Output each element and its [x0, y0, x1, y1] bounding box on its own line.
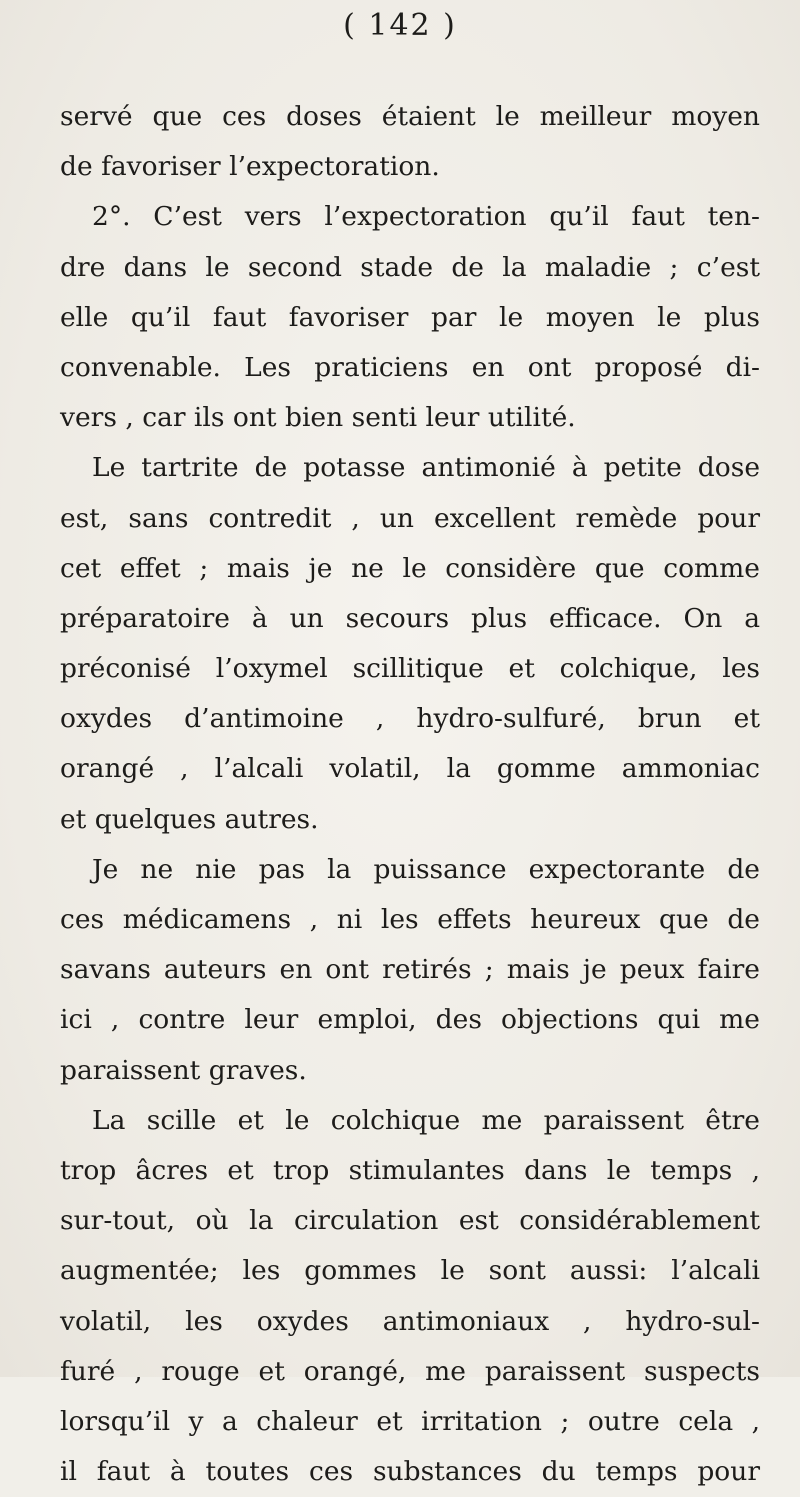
text-line: ici , contre leur emploi, des objections qui me [60, 1004, 760, 1036]
text-line: Je ne nie pas la puissance expectorante de [92, 853, 760, 885]
body-text [60, 92, 760, 1497]
text-line: augmentée; les gommes le sont aussi: l’alcali [60, 1255, 760, 1287]
text-line: orangé , l’alcali volatil, la gomme ammoniac [60, 753, 760, 785]
page-number: ( 142 ) [343, 8, 457, 43]
text-line: de favoriser l’expectoration. [60, 151, 440, 183]
text-line: 2°. C’est vers l’expectoration qu’il faut ten- [92, 201, 760, 233]
text-line: sur-tout, où la circulation est considérablement [60, 1205, 760, 1237]
text-line: préparatoire à un secours plus efficace. On a [60, 602, 760, 634]
text-line: vers , car ils ont bien senti leur utilité. [60, 402, 576, 434]
text-line: Le tartrite de potasse antimonié à petite dose [92, 452, 760, 484]
text-line: convenable. Les praticiens en ont proposé di- [60, 351, 760, 383]
text-line: dre dans le second stade de la maladie ; c’est [60, 251, 760, 283]
text-line: trop âcres et trop stimulantes dans le temps , [60, 1154, 760, 1186]
text-line: furé , rouge et orangé, me paraissent suspects [60, 1355, 760, 1387]
text-line: lorsqu’il y a chaleur et irritation ; outre cela , [60, 1405, 760, 1437]
text-line: paraissent graves. [60, 1054, 307, 1086]
text-line: volatil, les oxydes antimoniaux , hydro-sul- [60, 1305, 760, 1337]
text-line: ces médicamens , ni les effets heureux que de [60, 904, 760, 935]
text-line: La scille et le colchique me paraissent être [92, 1104, 760, 1136]
text-line: oxydes d’antimoine , hydro-sulfuré, brun et [60, 703, 760, 735]
text-line: cet effet ; mais je ne le considère que comme [60, 552, 760, 584]
text-line: il faut à toutes ces substances du temps pour [60, 1456, 760, 1488]
text-line: et quelques autres. [60, 803, 319, 835]
text-line: savans auteurs en ont retirés ; mais je peux faire [60, 954, 760, 986]
text-line: préconisé l’oxymel scillitique et colchique, les [60, 653, 760, 685]
text-line: elle qu’il faut favoriser par le moyen le plus [60, 301, 760, 333]
text-line: servé que ces doses étaient le meilleur moyen [60, 101, 760, 132]
text-line: est, sans contredit , un excellent remède pour [60, 502, 760, 534]
